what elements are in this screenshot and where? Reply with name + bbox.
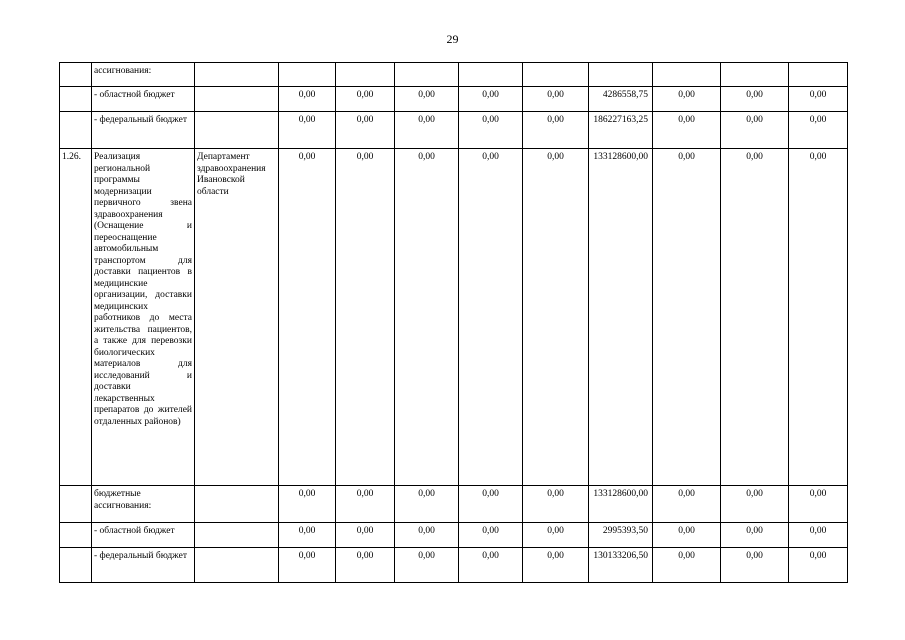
- row-description: ассигнования:: [92, 63, 195, 87]
- row-description: Реализация региональной программы модернизации первичного звена здравоохранения (Оснащение и переоснащение автомобильным транспортом для доставки пациентов в медицинские организации, доставки медицинских работников до места жительства пациентов, а также для перевозки биологических материалов для исследований и доставки лекарственных препаратов до жителей отдаленных районов): [92, 149, 195, 486]
- row-executor: [195, 523, 279, 548]
- row-value: 0,00: [789, 548, 848, 583]
- row-executor: [195, 63, 279, 87]
- row-executor: [195, 486, 279, 523]
- row-value: 0,00: [459, 112, 523, 149]
- row-description: бюджетные ассигнования:: [92, 486, 195, 523]
- row-value: 0,00: [336, 149, 395, 486]
- row-index: [60, 523, 92, 548]
- row-value: [395, 63, 459, 87]
- row-value: 0,00: [789, 149, 848, 486]
- table-row: [60, 149, 848, 486]
- row-value: 0,00: [395, 112, 459, 149]
- row-value: 0,00: [789, 523, 848, 548]
- row-value: 0,00: [336, 112, 395, 149]
- row-value: 0,00: [395, 548, 459, 583]
- row-value: 0,00: [789, 486, 848, 523]
- row-value: 0,00: [523, 548, 589, 583]
- row-value: 0,00: [653, 486, 721, 523]
- row-index: [60, 112, 92, 149]
- budget-table: [59, 62, 848, 583]
- row-value: 0,00: [395, 486, 459, 523]
- table-row: [60, 548, 848, 583]
- row-executor: Департамент здравоохранения Ивановской области: [195, 149, 279, 486]
- page-number: 29: [446, 32, 459, 46]
- row-value: 0,00: [459, 87, 523, 112]
- row-value: 186227163,25: [589, 112, 653, 149]
- table-row: [60, 523, 848, 548]
- row-value: 0,00: [653, 112, 721, 149]
- row-value: 0,00: [336, 486, 395, 523]
- row-value: 0,00: [336, 523, 395, 548]
- row-value: 0,00: [279, 112, 336, 149]
- row-value: 130133206,50: [589, 548, 653, 583]
- row-value: 133128600,00: [589, 486, 653, 523]
- row-value: 0,00: [336, 548, 395, 583]
- row-value: 0,00: [789, 112, 848, 149]
- row-value: 0,00: [721, 548, 789, 583]
- row-value: 133128600,00: [589, 149, 653, 486]
- row-index: 1.26.: [60, 149, 92, 486]
- table-row: [60, 486, 848, 523]
- row-value: 0,00: [523, 87, 589, 112]
- row-value: 2995393,50: [589, 523, 653, 548]
- row-value: 0,00: [279, 548, 336, 583]
- row-value: 0,00: [653, 87, 721, 112]
- row-value: 0,00: [721, 149, 789, 486]
- row-value: [653, 63, 721, 87]
- row-value: [336, 63, 395, 87]
- row-value: 0,00: [653, 548, 721, 583]
- row-value: 0,00: [459, 149, 523, 486]
- table-row: [60, 63, 848, 87]
- row-value: 0,00: [459, 486, 523, 523]
- row-value: [721, 63, 789, 87]
- row-description: - федеральный бюджет: [92, 112, 195, 149]
- row-executor: [195, 112, 279, 149]
- row-value: [523, 63, 589, 87]
- row-value: 0,00: [279, 486, 336, 523]
- row-value: 0,00: [523, 112, 589, 149]
- row-index: [60, 87, 92, 112]
- row-value: [279, 63, 336, 87]
- row-value: 0,00: [653, 523, 721, 548]
- row-value: 0,00: [459, 548, 523, 583]
- row-index: [60, 63, 92, 87]
- row-value: 0,00: [721, 523, 789, 548]
- row-value: 0,00: [721, 486, 789, 523]
- row-value: 0,00: [523, 523, 589, 548]
- row-description: - областной бюджет: [92, 523, 195, 548]
- row-value: 0,00: [395, 149, 459, 486]
- row-value: 0,00: [721, 87, 789, 112]
- row-value: 4286558,75: [589, 87, 653, 112]
- row-description: - областной бюджет: [92, 87, 195, 112]
- row-value: 0,00: [523, 149, 589, 486]
- row-description: - федеральный бюджет: [92, 548, 195, 583]
- row-value: 0,00: [395, 523, 459, 548]
- row-value: 0,00: [279, 87, 336, 112]
- row-executor: [195, 548, 279, 583]
- row-value: [589, 63, 653, 87]
- row-value: 0,00: [279, 149, 336, 486]
- row-value: 0,00: [653, 149, 721, 486]
- row-index: [60, 486, 92, 523]
- table-row: [60, 87, 848, 112]
- row-value: 0,00: [395, 87, 459, 112]
- row-value: 0,00: [336, 87, 395, 112]
- row-value: [789, 63, 848, 87]
- row-value: 0,00: [279, 523, 336, 548]
- row-index: [60, 548, 92, 583]
- row-value: [459, 63, 523, 87]
- row-value: 0,00: [789, 87, 848, 112]
- table-row: [60, 112, 848, 149]
- row-value: 0,00: [523, 486, 589, 523]
- row-value: 0,00: [459, 523, 523, 548]
- row-executor: [195, 87, 279, 112]
- row-value: 0,00: [721, 112, 789, 149]
